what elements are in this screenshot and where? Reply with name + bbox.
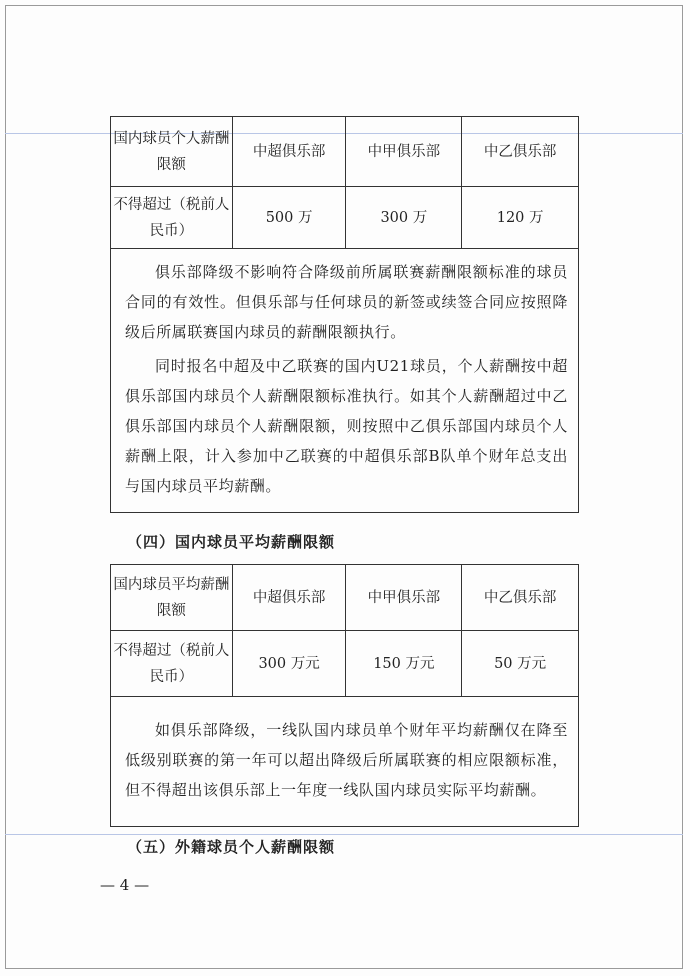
table-notes-cell xyxy=(111,697,579,827)
header-cell-league-one: 中甲俱乐部 xyxy=(346,117,462,187)
header-cell-csl: 中超俱乐部 xyxy=(232,117,346,187)
page-number: — 4 — xyxy=(100,876,150,894)
value-cell-csl: 300 万元 xyxy=(232,631,346,697)
table-header-row xyxy=(111,565,579,631)
value-cell-csl: 500 万 xyxy=(232,187,346,249)
table-row xyxy=(111,631,579,697)
individual-salary-cap-table xyxy=(110,116,579,513)
table-notes-cell xyxy=(111,249,579,513)
header-cell-league-one: 中甲俱乐部 xyxy=(346,565,462,631)
value-cell-league-one: 150 万元 xyxy=(346,631,462,697)
table-notes-row xyxy=(111,249,579,513)
note-paragraph: 如俱乐部降级，一线队国内球员单个财年平均薪酬仅在降至低级别联赛的第一年可以超出降级后所属联赛的相应限额标准，但不得超出该俱乐部上一年度一线队国内球员实际平均薪酬。 xyxy=(125,720,568,799)
section-heading-5: （五）外籍球员个人薪酬限额 xyxy=(127,838,336,856)
header-cell-league-two: 中乙俱乐部 xyxy=(462,565,579,631)
header-cell-league-two: 中乙俱乐部 xyxy=(462,117,579,187)
row-label-cell: 不得超过（税前人民币） xyxy=(111,631,233,697)
header-cell-category: 国内球员平均薪酬限额 xyxy=(111,565,233,631)
table-notes-row xyxy=(111,697,579,827)
table-row xyxy=(111,187,579,249)
section-heading-4: （四）国内球员平均薪酬限额 xyxy=(127,533,336,551)
note-paragraph: 俱乐部降级不影响符合降级前所属联赛薪酬限额标准的球员合同的有效性。但俱乐部与任何球员的新签或续签合同应按照降级后所属联赛国内球员的薪酬限额执行。 xyxy=(125,262,568,341)
value-cell-league-two: 120 万 xyxy=(462,187,579,249)
note-paragraph: 同时报名中超及中乙联赛的国内U21球员，个人薪酬按中超俱乐部国内球员个人薪酬限额标准执行。如其个人薪酬超过中乙俱乐部国内球员个人薪酬限额，则按照中乙俱乐部国内球员个人薪酬上限，计入参加中乙联赛的中超俱乐部B队单个财年总支出与国内球员平均薪酬。 xyxy=(125,356,568,495)
header-cell-category: 国内球员个人薪酬限额 xyxy=(111,117,233,187)
table-header-row xyxy=(111,117,579,187)
value-cell-league-one: 300 万 xyxy=(346,187,462,249)
average-salary-cap-table xyxy=(110,564,579,827)
registration-line-bottom xyxy=(5,834,683,835)
header-cell-csl: 中超俱乐部 xyxy=(232,565,346,631)
row-label-cell: 不得超过（税前人民币） xyxy=(111,187,233,249)
value-cell-league-two: 50 万元 xyxy=(462,631,579,697)
